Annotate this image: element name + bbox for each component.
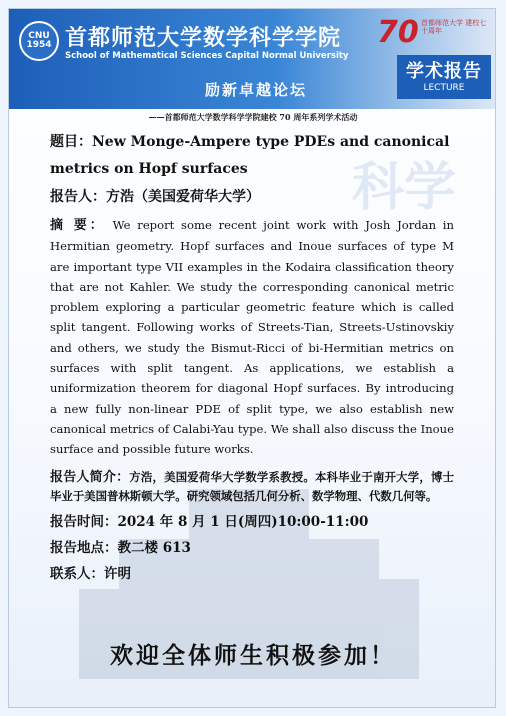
time-value: 2024 年 8 月 1 日(周四)10:00-11:00 <box>117 513 369 530</box>
logo-text: CNU 1954 <box>26 31 52 50</box>
bio-label: 报告人简介： <box>50 469 130 485</box>
university-logo <box>19 21 59 61</box>
lecture-label-en: LECTURE <box>423 83 465 93</box>
speaker-label: 报告人： <box>50 189 106 205</box>
calligraphy-watermark: 科学 <box>351 157 456 218</box>
contact-person <box>50 564 454 584</box>
talk-title <box>50 129 454 183</box>
contact-label: 联系人： <box>50 565 104 582</box>
speaker-bio <box>50 468 454 506</box>
abstract-label: 摘 要： <box>50 218 106 233</box>
contact-value: 许明 <box>104 565 131 582</box>
title-line-1: New Monge-Ampere type PDEs and canonical <box>92 134 450 150</box>
bio-text: 方浩，美国爱荷华大学数学系教授。本科毕业于南开大学，博士毕业于美国普林斯顿大学。研究领域包括几何分析、数学物理、代数几何等。 <box>50 469 454 503</box>
anniversary-text: 首都师范大学 建校七十周年 <box>421 19 487 35</box>
talk-time <box>50 512 454 532</box>
poster <box>8 8 496 708</box>
abstract-text: We report some recent joint work with Josh Jordan in Hermitian geometry. Hopf surfaces and Inoue surfaces of type M are important type VII examples in the Kodaira classification theory that are not Kahler. We study the corresponding canonical metric problem exploring a particular geometric feature which is called split tangent. Following works of Streets-Tian, Streets-Ustinovskiy and others, we study the Bismut-Ricci of bi-Hermitian metrics on surfaces with split tangent. As applications, we establish a uniformization theorem for diagonal Hopf surfaces. By introducing a new fully non-linear PDE of split type, we also establish new canonical metrics of Calabi-Yau type. We shall also discuss the Inoue surface and possible future works. <box>50 218 454 457</box>
title-line-2: metrics on Hopf surfaces <box>50 161 248 177</box>
speaker <box>50 187 454 207</box>
title-label: 题目： <box>50 134 92 150</box>
location-value: 教二楼 613 <box>117 539 191 556</box>
speaker-name: 方浩（美国爱荷华大学） <box>106 189 260 205</box>
talk-location <box>50 538 454 558</box>
university-name-cn: 首都师范大学数学科学学院 <box>65 25 342 51</box>
location-label: 报告地点： <box>50 539 118 556</box>
anniversary-logo <box>375 15 493 49</box>
lecture-tag <box>397 55 491 99</box>
forum-title: 励新卓越论坛 <box>205 81 308 99</box>
series-subtitle: ——首都师范大学数学科学学院建校 70 周年系列学术活动 <box>148 112 358 122</box>
university-name-en: School of Mathematical Sciences Capital Normal University <box>65 51 349 61</box>
header-banner <box>9 9 496 109</box>
talk-details <box>50 129 454 584</box>
lecture-label-cn: 学术报告 <box>406 61 482 82</box>
abstract <box>50 215 454 460</box>
anniversary-number: 70 <box>377 15 419 50</box>
time-label: 报告时间： <box>50 513 118 530</box>
welcome-message: 欢迎全体师生积极参加！ <box>110 642 396 669</box>
